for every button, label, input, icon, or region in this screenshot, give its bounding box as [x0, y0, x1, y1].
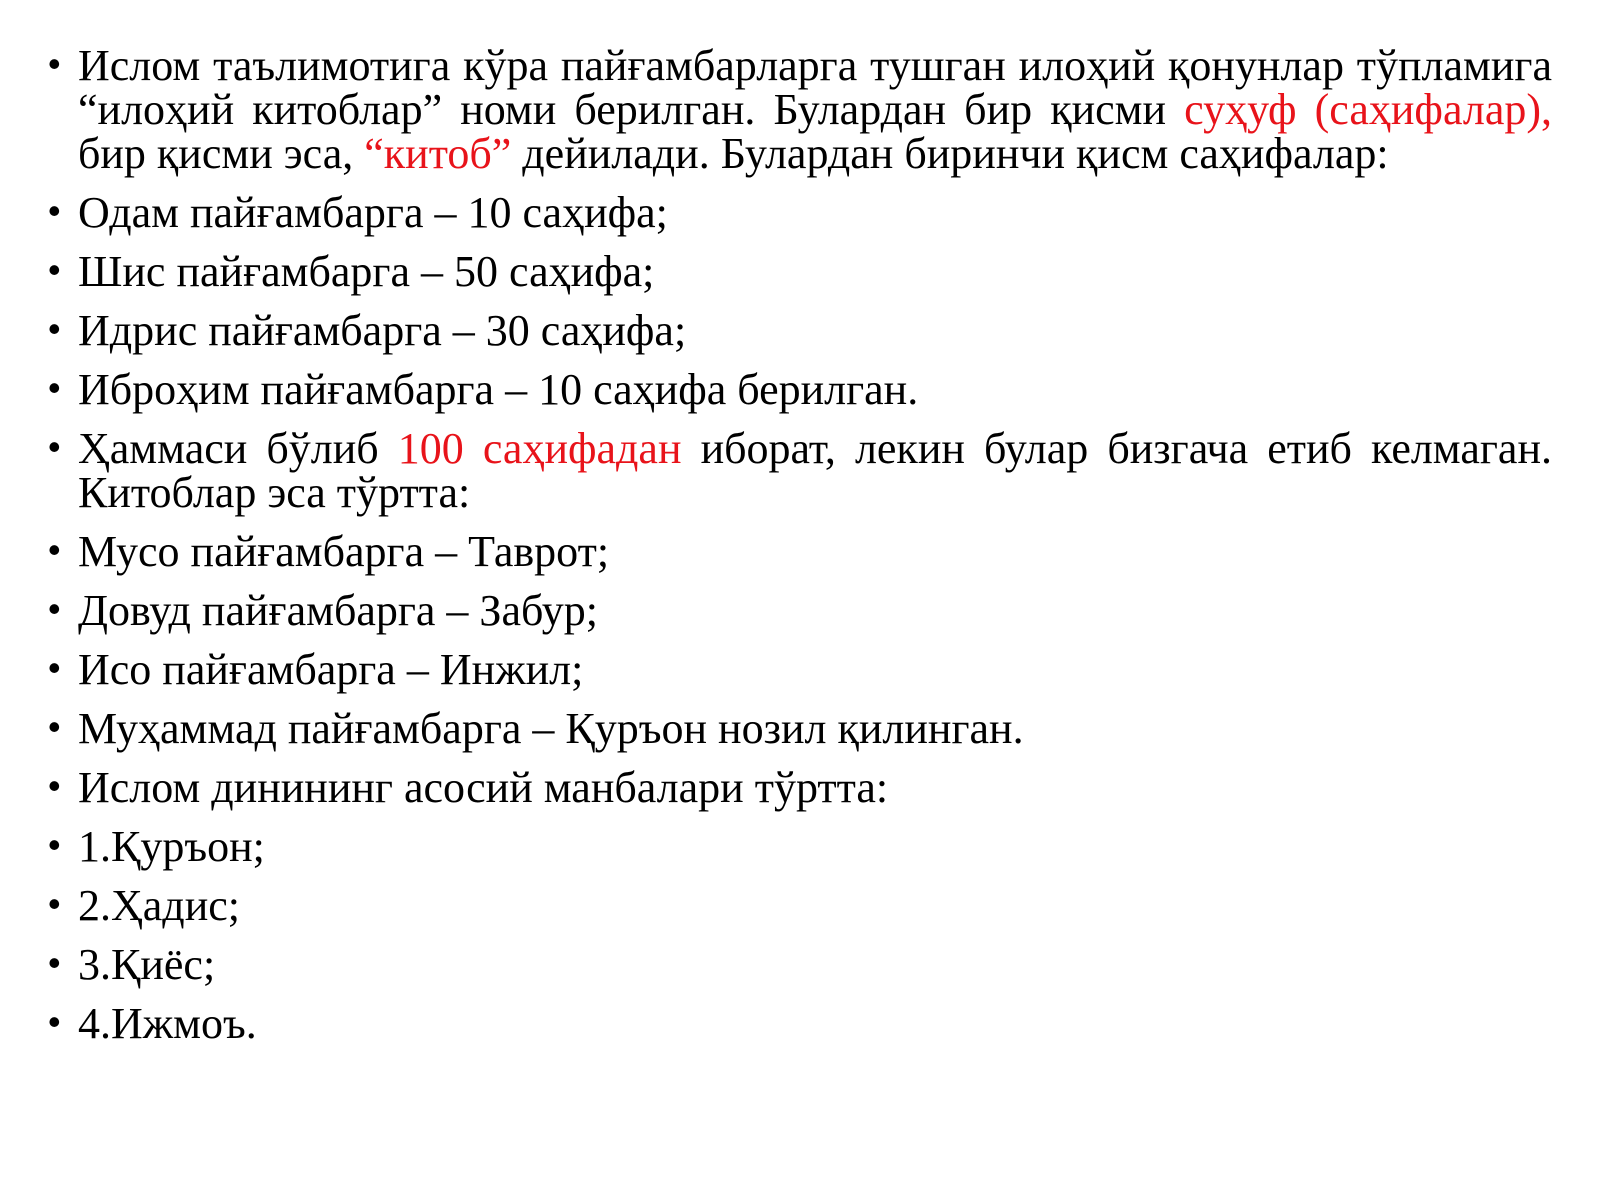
highlighted-text: 100 саҳифадан	[397, 424, 682, 473]
bullet-item-adam	[48, 188, 1552, 237]
bullet-item-total	[48, 424, 1552, 517]
highlighted-text: “китоб”	[364, 129, 512, 178]
bullet-item-ibrohim	[48, 365, 1552, 414]
text-run: дейилади. Булардан биринчи қисм саҳифалар:	[511, 129, 1389, 178]
text-run: 3.Қиёс;	[78, 940, 216, 989]
bullet-item-iso	[48, 645, 1552, 694]
bullet-item-muhammad	[48, 704, 1552, 753]
bullet-item-quran	[48, 822, 1552, 871]
text-run: 1.Қуръон;	[78, 822, 265, 871]
text-run: Довуд пайғамбарга – Забур;	[78, 586, 598, 635]
highlighted-text: суҳуф (саҳифалар),	[1184, 85, 1552, 134]
text-run: Идрис пайғамбарга – 30 саҳифа;	[78, 306, 687, 355]
text-run: Муҳаммад пайғамбарга – Қуръон нозил қилинган.	[78, 704, 1024, 753]
text-run: бир қисми эса,	[78, 129, 365, 178]
bullet-item-qiyos	[48, 940, 1552, 989]
text-run: 2.Ҳадис;	[78, 881, 240, 930]
text-run: Исо пайғамбарга – Инжил;	[78, 645, 584, 694]
text-run: 4.Ижмоъ.	[78, 999, 257, 1048]
bullet-item-sources	[48, 763, 1552, 812]
text-run: Ҳаммаси бўлиб	[78, 424, 398, 473]
text-run: Одам пайғамбарга – 10 саҳифа;	[78, 188, 668, 237]
bullet-item-hadis	[48, 881, 1552, 930]
bullet-item-intro	[48, 41, 1552, 178]
text-run: Иброҳим пайғамбарга – 10 саҳифа берилган.	[78, 365, 919, 414]
text-run: Ислом динининг асосий манбалари тўртта:	[78, 763, 889, 812]
bullet-list	[48, 41, 1552, 1061]
text-run: Ислом таълимотига кўра пайғамбарларга тушган илоҳий қонунлар тўпламига “илоҳий китоблар” номи берилган. Булардан бир қисми	[78, 41, 1552, 134]
bullet-item-dovud	[48, 586, 1552, 635]
bullet-item-muso	[48, 527, 1552, 576]
text-run: иборат, лекин булар бизгача етиб келмаган. Китоблар эса тўртта:	[78, 424, 1552, 517]
bullet-item-ijmo	[48, 999, 1552, 1048]
text-run: Шис пайғамбарга – 50 саҳифа;	[78, 247, 655, 296]
bullet-item-idris	[48, 306, 1552, 355]
text-run: Мусо пайғамбарга – Таврот;	[78, 527, 610, 576]
bullet-item-shis	[48, 247, 1552, 296]
